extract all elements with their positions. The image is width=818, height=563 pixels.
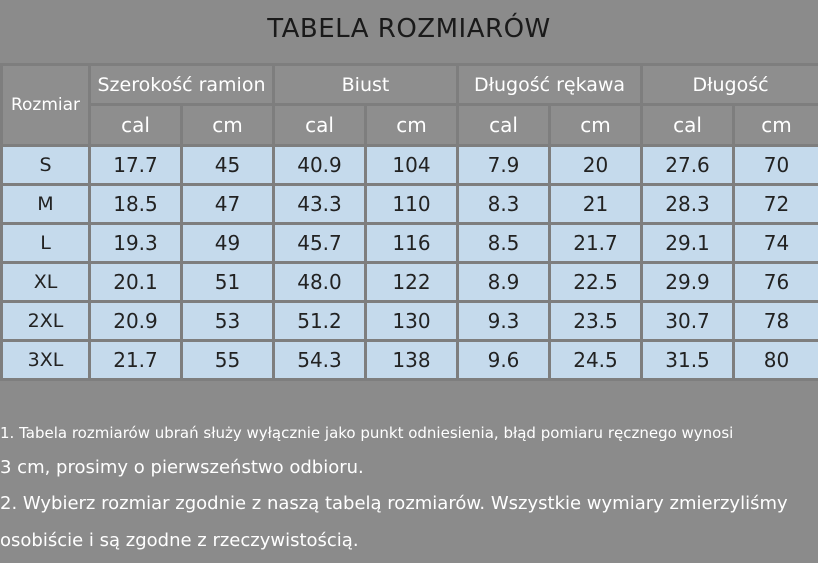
table-cell: 55: [182, 341, 274, 380]
table-cell: 31.5: [642, 341, 734, 380]
unit-header: cal: [642, 105, 734, 146]
table-cell: 74: [734, 224, 818, 263]
table-row: [2, 302, 818, 341]
table-cell: 17.7: [90, 146, 182, 185]
table-cell: 8.5: [458, 224, 550, 263]
table-cell: 22.5: [550, 263, 642, 302]
note-line: osobiście i są zgodne z rzeczywistością.: [0, 530, 359, 551]
table-cell: 45: [182, 146, 274, 185]
table-cell: 78: [734, 302, 818, 341]
table-row: [2, 224, 818, 263]
unit-header: cal: [274, 105, 366, 146]
table-cell: 49: [182, 224, 274, 263]
table-row: [2, 341, 818, 380]
table-cell: 48.0: [274, 263, 366, 302]
table-cell: 72: [734, 185, 818, 224]
table-cell: 47: [182, 185, 274, 224]
group-header-shoulder: Szerokość ramion: [90, 65, 274, 105]
table-cell: 20.9: [90, 302, 182, 341]
table-row: [2, 146, 818, 185]
table-cell: 76: [734, 263, 818, 302]
table-cell: 9.3: [458, 302, 550, 341]
group-header-bust: Biust: [274, 65, 458, 105]
group-header-length: Długość: [642, 65, 818, 105]
table-cell: 21.7: [550, 224, 642, 263]
note-line: 2. Wybierz rozmiar zgodnie z naszą tabelą rozmiarów. Wszystkie wymiary zmierzyliśmy: [0, 493, 788, 514]
table-cell: 9.6: [458, 341, 550, 380]
table-cell: 43.3: [274, 185, 366, 224]
group-header-sleeve: Długość rękawa: [458, 65, 642, 105]
table-cell: 23.5: [550, 302, 642, 341]
note-line: 1. Tabela rozmiarów ubrań służy wyłącznie jako punkt odniesienia, błąd pomiaru ręcznego wynosi: [0, 424, 734, 442]
table-cell: 8.9: [458, 263, 550, 302]
table-cell: 70: [734, 146, 818, 185]
table-cell: 110: [366, 185, 458, 224]
table-cell: 30.7: [642, 302, 734, 341]
unit-header: cal: [90, 105, 182, 146]
unit-header: cm: [550, 105, 642, 146]
table-cell: 29.1: [642, 224, 734, 263]
table-cell: 7.9: [458, 146, 550, 185]
table-cell: 45.7: [274, 224, 366, 263]
size-column-header: Rozmiar: [2, 65, 90, 146]
unit-header: cm: [734, 105, 818, 146]
size-label: S: [2, 146, 90, 185]
unit-header: cm: [182, 105, 274, 146]
table-cell: 53: [182, 302, 274, 341]
size-table: [0, 63, 818, 381]
table-cell: 8.3: [458, 185, 550, 224]
table-cell: 104: [366, 146, 458, 185]
table-cell: 116: [366, 224, 458, 263]
table-cell: 122: [366, 263, 458, 302]
table-cell: 21.7: [90, 341, 182, 380]
page-title: TABELA ROZMIARÓW: [267, 14, 551, 44]
table-cell: 21: [550, 185, 642, 224]
table-cell: 28.3: [642, 185, 734, 224]
size-label: L: [2, 224, 90, 263]
size-label: 2XL: [2, 302, 90, 341]
table-cell: 18.5: [90, 185, 182, 224]
table-cell: 20: [550, 146, 642, 185]
table-cell: 54.3: [274, 341, 366, 380]
size-label: XL: [2, 263, 90, 302]
table-row: [2, 263, 818, 302]
table-cell: 138: [366, 341, 458, 380]
table-cell: 51: [182, 263, 274, 302]
table-cell: 29.9: [642, 263, 734, 302]
table-cell: 130: [366, 302, 458, 341]
table-cell: 20.1: [90, 263, 182, 302]
note-line: 3 cm, prosimy o pierwszeństwo odbioru.: [0, 457, 364, 478]
table-cell: 19.3: [90, 224, 182, 263]
table-cell: 40.9: [274, 146, 366, 185]
table-cell: 51.2: [274, 302, 366, 341]
size-label: M: [2, 185, 90, 224]
table-cell: 24.5: [550, 341, 642, 380]
size-label: 3XL: [2, 341, 90, 380]
table-cell: 80: [734, 341, 818, 380]
unit-header: cal: [458, 105, 550, 146]
table-row: [2, 185, 818, 224]
table-cell: 27.6: [642, 146, 734, 185]
unit-header: cm: [366, 105, 458, 146]
